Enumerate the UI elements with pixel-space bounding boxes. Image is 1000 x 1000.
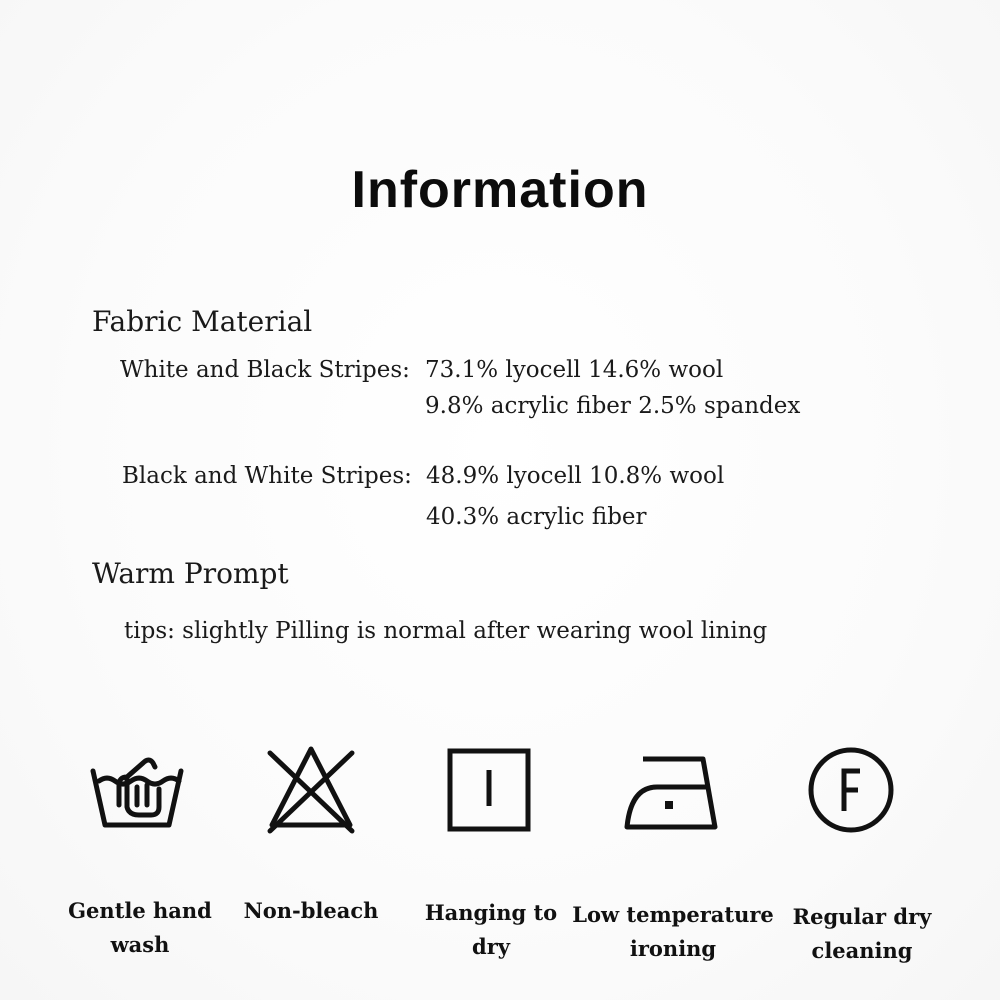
black-white-stripes-label: Black and White Stripes: <box>122 463 412 489</box>
low-temp-iron-label-line1: Low temperature <box>572 902 774 927</box>
dry-clean-label <box>786 900 938 968</box>
hang-dry-icon <box>414 740 564 840</box>
hand-wash-label-line1: Gentle hand <box>68 898 212 923</box>
hang-dry-label <box>420 896 562 964</box>
pilling-tip: tips: slightly Pilling is normal after wearing wool lining <box>124 618 768 644</box>
hang-dry-label-line1: Hanging to <box>424 900 558 925</box>
hand-wash-label <box>62 894 218 962</box>
dry-clean-label-line1: Regular dry <box>792 904 932 929</box>
low-temp-iron-icon <box>596 740 746 840</box>
fabric-material-heading: Fabric Material <box>92 305 313 338</box>
dry-clean-label-line2: cleaning <box>811 938 913 963</box>
dry-clean-icon <box>776 740 926 840</box>
black-white-stripes-composition-1: 48.9% lyocell 10.8% wool <box>426 463 725 489</box>
no-bleach-icon <box>236 740 386 840</box>
hang-dry-label-line2: dry <box>472 934 510 959</box>
page-title: Information <box>351 161 649 219</box>
low-temp-iron-label <box>566 898 780 966</box>
hand-wash-label-line2: wash <box>110 932 170 957</box>
no-bleach-label-line1: Non-bleach <box>243 898 379 923</box>
warm-prompt-heading: Warm Prompt <box>92 557 289 590</box>
white-black-stripes-composition-2: 9.8% acrylic fiber 2.5% spandex <box>425 393 801 419</box>
hand-wash-icon <box>62 740 212 840</box>
white-black-stripes-label: White and Black Stripes: <box>120 357 410 383</box>
black-white-stripes-composition-2: 40.3% acrylic fiber <box>426 504 647 530</box>
low-temp-iron-label-line2: ironing <box>629 936 717 961</box>
no-bleach-label <box>236 894 386 928</box>
white-black-stripes-composition-1: 73.1% lyocell 14.6% wool <box>425 357 724 383</box>
